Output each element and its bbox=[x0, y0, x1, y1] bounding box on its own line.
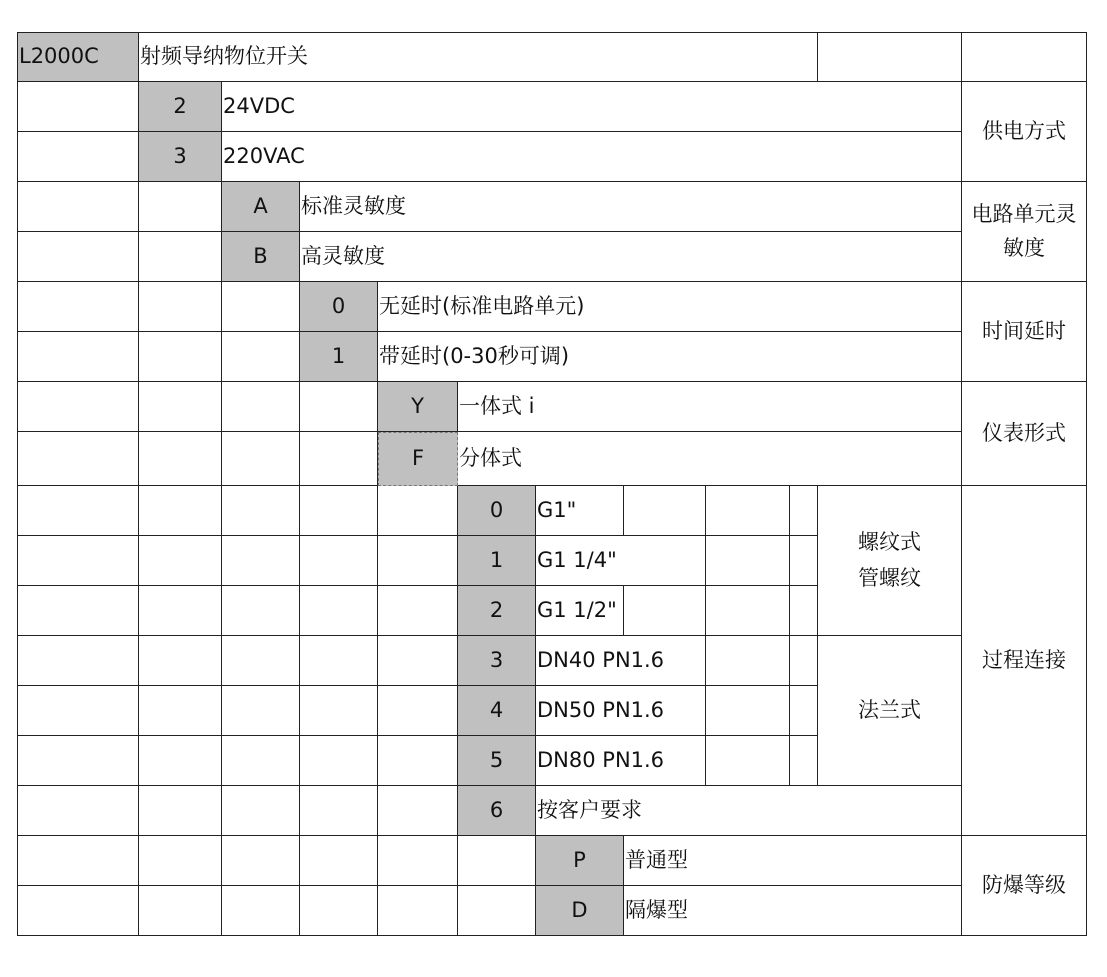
table-cell bbox=[18, 332, 139, 382]
table-cell bbox=[378, 536, 458, 586]
table-cell bbox=[706, 486, 790, 536]
table-cell bbox=[18, 836, 139, 886]
sensitivity-desc: 高灵敏度 bbox=[300, 232, 962, 282]
table-cell bbox=[790, 636, 818, 686]
table-cell bbox=[18, 82, 139, 132]
table-cell bbox=[222, 886, 300, 935]
table-cell bbox=[300, 486, 378, 536]
table-cell bbox=[706, 586, 790, 636]
table-cell bbox=[18, 432, 139, 486]
table-cell bbox=[300, 536, 378, 586]
table-cell bbox=[222, 686, 300, 736]
table-cell bbox=[18, 686, 139, 736]
form-code: Y bbox=[378, 382, 458, 432]
table-cell bbox=[962, 33, 1086, 82]
connection-code: 1 bbox=[458, 536, 536, 586]
table-cell bbox=[378, 686, 458, 736]
power-code: 3 bbox=[139, 132, 222, 182]
table-cell bbox=[624, 586, 706, 636]
table-cell bbox=[139, 382, 222, 432]
connection-code: 0 bbox=[458, 486, 536, 536]
connection-code: 3 bbox=[458, 636, 536, 686]
table-cell bbox=[139, 282, 222, 332]
connection-type-thread-line2: 管螺纹 bbox=[858, 565, 921, 590]
form-desc: 分体式 bbox=[458, 432, 962, 486]
table-cell bbox=[378, 786, 458, 836]
table-cell bbox=[139, 232, 222, 282]
group-label-sensitivity: 电路单元灵敏度 bbox=[962, 182, 1086, 282]
power-desc: 220VAC bbox=[222, 132, 962, 182]
connection-desc: DN40 PN1.6 bbox=[536, 636, 706, 686]
connection-code: 2 bbox=[458, 586, 536, 636]
table-cell bbox=[378, 636, 458, 686]
table-cell bbox=[222, 536, 300, 586]
connection-desc: G1" bbox=[536, 486, 624, 536]
table-cell bbox=[222, 486, 300, 536]
table-cell bbox=[300, 736, 378, 786]
explosion-desc: 普通型 bbox=[624, 836, 962, 886]
table-cell bbox=[706, 686, 790, 736]
connection-code: 6 bbox=[458, 786, 536, 836]
table-cell bbox=[222, 736, 300, 786]
power-code: 2 bbox=[139, 82, 222, 132]
table-cell bbox=[18, 232, 139, 282]
table-cell bbox=[300, 886, 378, 935]
table-cell bbox=[222, 432, 300, 486]
table-cell bbox=[790, 586, 818, 636]
explosion-code: P bbox=[536, 836, 624, 886]
table-cell bbox=[18, 282, 139, 332]
table-cell bbox=[706, 736, 790, 786]
power-desc: 24VDC bbox=[222, 82, 962, 132]
table-cell bbox=[624, 486, 706, 536]
table-cell bbox=[222, 282, 300, 332]
table-cell bbox=[222, 332, 300, 382]
table-cell bbox=[458, 836, 536, 886]
table-cell bbox=[790, 486, 818, 536]
group-label-power: 供电方式 bbox=[962, 82, 1086, 182]
table-cell bbox=[300, 636, 378, 686]
table-cell bbox=[18, 586, 139, 636]
delay-code: 0 bbox=[300, 282, 378, 332]
table-cell bbox=[139, 536, 222, 586]
explosion-desc: 隔爆型 bbox=[624, 886, 962, 935]
table-cell bbox=[139, 686, 222, 736]
connection-desc: G1 1/4" bbox=[536, 536, 706, 586]
connection-desc: G1 1/2" bbox=[536, 586, 624, 636]
table-cell bbox=[222, 786, 300, 836]
table-cell bbox=[222, 586, 300, 636]
table-cell bbox=[458, 886, 536, 935]
group-label-explosion: 防爆等级 bbox=[982, 872, 1066, 897]
table-cell bbox=[300, 836, 378, 886]
connection-code: 4 bbox=[458, 686, 536, 736]
group-label-form: 仪表形式 bbox=[962, 382, 1086, 486]
explosion-code: D bbox=[536, 886, 624, 935]
table-cell bbox=[139, 332, 222, 382]
table-cell bbox=[139, 836, 222, 886]
delay-desc: 无延时(标准电路单元) bbox=[378, 282, 962, 332]
table-cell bbox=[18, 486, 139, 536]
connection-desc: DN80 PN1.6 bbox=[536, 736, 706, 786]
table-cell bbox=[300, 686, 378, 736]
table-cell bbox=[139, 786, 222, 836]
product-name: 射频导纳物位开关 bbox=[139, 33, 818, 82]
sensitivity-code: B bbox=[222, 232, 300, 282]
connection-desc: 按客户要求 bbox=[536, 786, 962, 836]
sensitivity-code: A bbox=[222, 182, 300, 232]
table-cell bbox=[222, 636, 300, 686]
table-cell bbox=[222, 382, 300, 432]
connection-desc: DN50 PN1.6 bbox=[536, 686, 706, 736]
group-label-connection: 过程连接 bbox=[962, 486, 1086, 836]
table-cell bbox=[378, 736, 458, 786]
table-cell bbox=[18, 636, 139, 686]
table-cell bbox=[18, 736, 139, 786]
table-cell bbox=[378, 886, 458, 935]
table-cell bbox=[378, 486, 458, 536]
table-cell bbox=[790, 736, 818, 786]
table-cell bbox=[378, 836, 458, 886]
table-cell bbox=[18, 536, 139, 586]
delay-code: 1 bbox=[300, 332, 378, 382]
table-cell bbox=[139, 886, 222, 935]
connection-code: 5 bbox=[458, 736, 536, 786]
connection-type-thread bbox=[818, 486, 962, 636]
connection-type-flange: 法兰式 bbox=[818, 636, 962, 786]
table-cell bbox=[139, 486, 222, 536]
table-cell bbox=[790, 686, 818, 736]
table-cell bbox=[300, 786, 378, 836]
form-code: F bbox=[378, 432, 458, 486]
table-cell bbox=[139, 432, 222, 486]
table-cell bbox=[18, 786, 139, 836]
form-desc: 一体式 i bbox=[458, 382, 962, 432]
table-cell bbox=[139, 586, 222, 636]
sensitivity-desc: 标准灵敏度 bbox=[300, 182, 962, 232]
table-cell bbox=[818, 33, 962, 82]
table-cell bbox=[706, 536, 790, 586]
table-cell bbox=[139, 182, 222, 232]
table-cell bbox=[18, 132, 139, 182]
table-cell bbox=[18, 886, 139, 935]
table-cell bbox=[139, 636, 222, 686]
table-cell bbox=[300, 382, 378, 432]
connection-type-thread-line1: 螺纹式 bbox=[858, 529, 921, 554]
table-cell bbox=[378, 586, 458, 636]
model-code: L2000C bbox=[18, 33, 139, 82]
table-cell bbox=[300, 432, 378, 486]
selection-table bbox=[17, 32, 1087, 936]
delay-desc: 带延时(0-30秒可调) bbox=[378, 332, 962, 382]
table-cell bbox=[18, 382, 139, 432]
table-cell bbox=[222, 836, 300, 886]
table-cell bbox=[18, 182, 139, 232]
group-label-delay: 时间延时 bbox=[962, 282, 1086, 382]
table-cell bbox=[790, 536, 818, 586]
table-cell bbox=[300, 586, 378, 636]
table-cell bbox=[139, 736, 222, 786]
table-cell bbox=[706, 636, 790, 686]
